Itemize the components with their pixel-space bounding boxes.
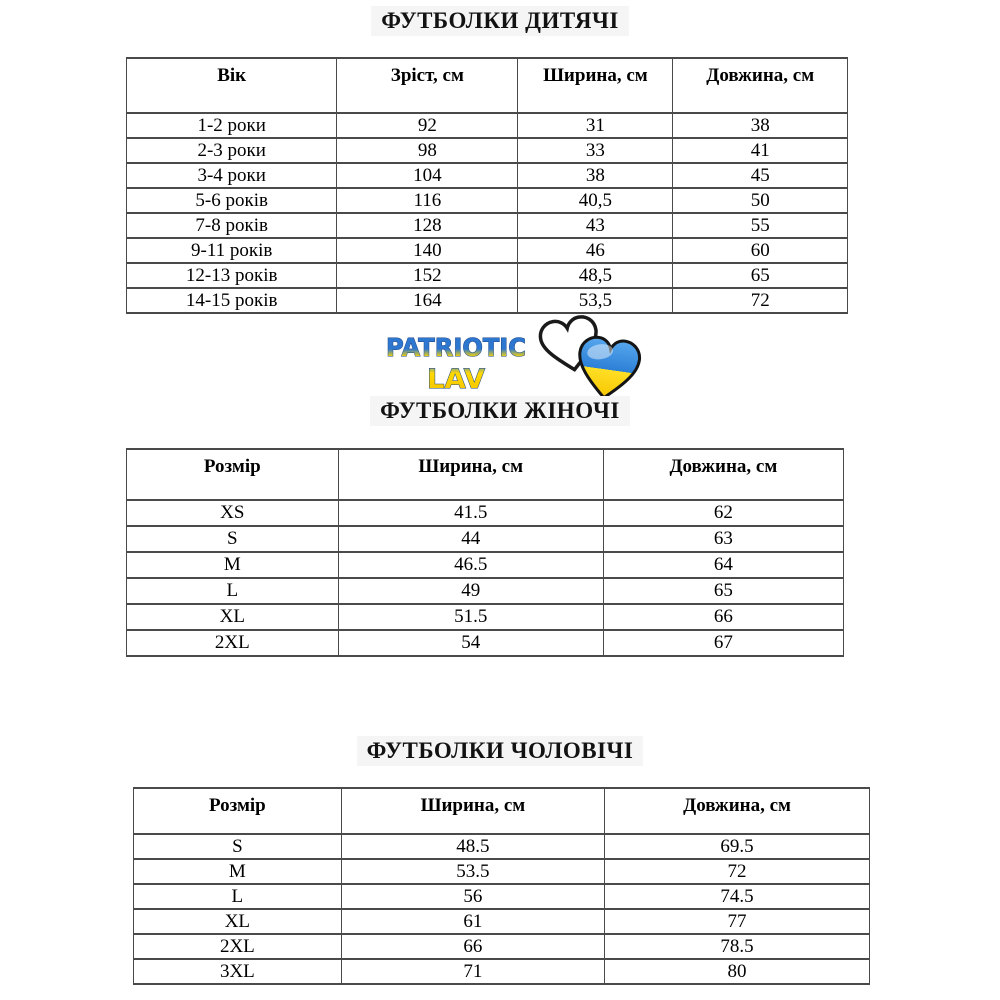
table-cell: 116 <box>337 188 518 213</box>
table-cell: 98 <box>337 138 518 163</box>
table-row <box>134 934 870 959</box>
ukraine-heart-icon <box>538 314 642 406</box>
section-title-children <box>0 6 1000 36</box>
table-cell: 5-6 років <box>127 188 337 213</box>
table-row <box>127 552 844 578</box>
logo-line2: LAV <box>427 364 486 395</box>
table-cell: 67 <box>603 630 843 656</box>
title-text-children: ФУТБОЛКИ ДИТЯЧІ <box>371 6 629 36</box>
table-cell: 64 <box>603 552 843 578</box>
table-cell: 61 <box>341 909 604 934</box>
table-row <box>127 630 844 656</box>
table-cell: 41 <box>673 138 848 163</box>
table-cell: L <box>134 884 342 909</box>
section-title-women <box>0 396 1000 426</box>
table-cell: S <box>134 834 342 859</box>
logo-wordmark <box>380 330 538 398</box>
table-row <box>127 113 848 138</box>
column-header: Зріст, см <box>337 58 518 113</box>
table-cell: 2-3 роки <box>127 138 337 163</box>
table-cell: 72 <box>605 859 870 884</box>
table-cell: 49 <box>338 578 603 604</box>
column-header: Довжина, см <box>673 58 848 113</box>
table-cell: 1-2 роки <box>127 113 337 138</box>
table-cell: 72 <box>673 288 848 313</box>
table-cell: 66 <box>603 604 843 630</box>
table-cell: XL <box>134 909 342 934</box>
table-cell: XL <box>127 604 339 630</box>
table-cell: XS <box>127 500 339 526</box>
table-cell: 92 <box>337 113 518 138</box>
title-text-women: ФУТБОЛКИ ЖІНОЧІ <box>370 396 630 426</box>
table-cell: 2XL <box>134 934 342 959</box>
column-header: Ширина, см <box>518 58 673 113</box>
table-row <box>127 288 848 313</box>
table-cell: 65 <box>603 578 843 604</box>
table-cell: 50 <box>673 188 848 213</box>
patriotic-lav-logo <box>380 312 660 408</box>
table-cell: 152 <box>337 263 518 288</box>
table-cell: 65 <box>673 263 848 288</box>
table-cell: 78.5 <box>605 934 870 959</box>
table-cell: 14-15 років <box>127 288 337 313</box>
table-cell: 140 <box>337 238 518 263</box>
table-cell: 71 <box>341 959 604 984</box>
table-row <box>127 604 844 630</box>
table-cell: 62 <box>603 500 843 526</box>
table-cell: 46.5 <box>338 552 603 578</box>
table-row <box>134 884 870 909</box>
logo-line1: PATRIOTIC <box>386 333 526 362</box>
section-title-men <box>0 736 1000 766</box>
table-cell: 54 <box>338 630 603 656</box>
column-header: Розмір <box>134 788 342 834</box>
table-cell: 66 <box>341 934 604 959</box>
table-cell: 31 <box>518 113 673 138</box>
table-cell: 43 <box>518 213 673 238</box>
table-cell: 44 <box>338 526 603 552</box>
table-cell: 80 <box>605 959 870 984</box>
table-row <box>127 238 848 263</box>
table-cell: 48.5 <box>341 834 604 859</box>
column-header: Розмір <box>127 449 339 500</box>
table-cell: 45 <box>673 163 848 188</box>
table-row <box>134 959 870 984</box>
table-cell: 56 <box>341 884 604 909</box>
table-row <box>134 834 870 859</box>
table-cell: 55 <box>673 213 848 238</box>
table-cell: 74.5 <box>605 884 870 909</box>
table-header-row <box>134 788 870 834</box>
table-cell: 2XL <box>127 630 339 656</box>
table-cell: 77 <box>605 909 870 934</box>
table-header-row <box>127 58 848 113</box>
table-cell: 164 <box>337 288 518 313</box>
column-header: Довжина, см <box>605 788 870 834</box>
column-header: Довжина, см <box>603 449 843 500</box>
table-row <box>127 526 844 552</box>
column-header: Ширина, см <box>338 449 603 500</box>
table-row <box>127 163 848 188</box>
table-row <box>127 188 848 213</box>
table-cell: 104 <box>337 163 518 188</box>
table-cell: S <box>127 526 339 552</box>
table-cell: M <box>134 859 342 884</box>
table-row <box>134 909 870 934</box>
table-row <box>127 138 848 163</box>
title-text-men: ФУТБОЛКИ ЧОЛОВІЧІ <box>357 736 644 766</box>
table-cell: 128 <box>337 213 518 238</box>
table-row <box>127 500 844 526</box>
column-header: Вік <box>127 58 337 113</box>
table-cell: 9-11 років <box>127 238 337 263</box>
children-size-table <box>126 57 848 314</box>
table-cell: M <box>127 552 339 578</box>
table-row <box>127 263 848 288</box>
table-cell: 46 <box>518 238 673 263</box>
table-cell: 3XL <box>134 959 342 984</box>
table-cell: 41.5 <box>338 500 603 526</box>
women-size-table <box>126 448 844 657</box>
table-cell: 53.5 <box>341 859 604 884</box>
table-row <box>127 578 844 604</box>
table-cell: 69.5 <box>605 834 870 859</box>
table-header-row <box>127 449 844 500</box>
table-cell: 3-4 роки <box>127 163 337 188</box>
table-cell: 38 <box>518 163 673 188</box>
table-cell: 12-13 років <box>127 263 337 288</box>
table-cell: 48,5 <box>518 263 673 288</box>
flag-heart <box>574 335 642 402</box>
table-cell: 7-8 років <box>127 213 337 238</box>
men-size-table <box>133 787 870 985</box>
table-cell: 60 <box>673 238 848 263</box>
table-cell: 40,5 <box>518 188 673 213</box>
table-cell: 51.5 <box>338 604 603 630</box>
table-row <box>127 213 848 238</box>
table-cell: 63 <box>603 526 843 552</box>
table-cell: 33 <box>518 138 673 163</box>
table-cell: L <box>127 578 339 604</box>
table-cell: 53,5 <box>518 288 673 313</box>
column-header: Ширина, см <box>341 788 604 834</box>
table-row <box>134 859 870 884</box>
table-cell: 38 <box>673 113 848 138</box>
